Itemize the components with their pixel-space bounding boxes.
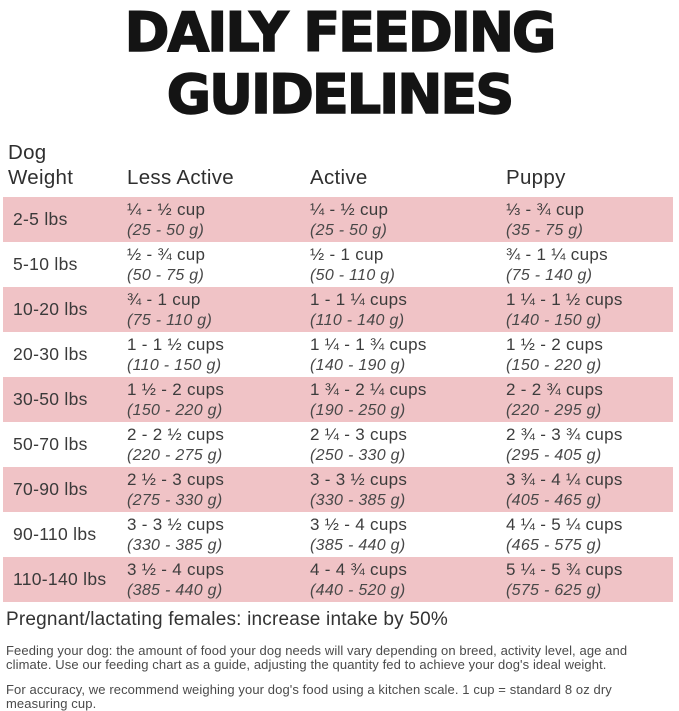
- grams-amount: (140 - 190 g): [310, 356, 406, 374]
- grams-amount: (75 - 140 g): [506, 266, 593, 284]
- table-header: [3, 138, 673, 197]
- header-dog: Dog: [8, 141, 47, 164]
- weight-cell: 30-50 lbs: [13, 389, 88, 409]
- footer: [0, 602, 679, 710]
- less-active-cell: [127, 559, 310, 601]
- grams-amount: (50 - 110 g): [310, 266, 396, 284]
- table-row-20-30-lbs: [3, 332, 673, 377]
- pregnant-lactating-note: Pregnant/lactating females: increase intake by 50%: [6, 609, 448, 630]
- grams-amount: (220 - 295 g): [506, 401, 602, 419]
- column-header-active: Active: [310, 166, 368, 189]
- cups-amount: 4 ¼ - 5 ¼ cups: [506, 514, 623, 534]
- page-title: [0, 0, 679, 126]
- cups-amount: 1 ½ - 2 cups: [127, 379, 225, 399]
- puppy-cell: [506, 289, 673, 331]
- table-row-30-50-lbs: [3, 377, 673, 422]
- less-active-cell: [127, 424, 310, 466]
- header-weight: Weight: [8, 166, 74, 189]
- cups-amount: 3 - 3 ½ cups: [127, 514, 225, 534]
- grams-amount: (75 - 110 g): [127, 311, 213, 329]
- cups-amount: 2 ¼ - 3 cups: [310, 424, 408, 444]
- cups-amount: ½ - 1 cup: [310, 244, 384, 264]
- cups-amount: ¼ - ½ cup: [127, 199, 206, 219]
- less-active-cell: [127, 514, 310, 556]
- grams-amount: (250 - 330 g): [310, 446, 406, 464]
- grams-amount: (140 - 150 g): [506, 311, 602, 329]
- weight-cell: 5-10 lbs: [13, 254, 78, 274]
- grams-amount: (440 - 520 g): [310, 581, 406, 599]
- cups-amount: 2 - 2 ¾ cups: [506, 379, 604, 399]
- puppy-cell: [506, 379, 673, 421]
- grams-amount: (35 - 75 g): [506, 221, 584, 239]
- active-cell: [310, 289, 506, 331]
- cups-amount: 5 ¼ - 5 ¾ cups: [506, 559, 623, 579]
- weight-cell: 70-90 lbs: [13, 479, 88, 499]
- grams-amount: (110 - 140 g): [310, 311, 405, 329]
- cups-amount: 3 ¾ - 4 ¼ cups: [506, 469, 623, 489]
- puppy-cell: [506, 514, 673, 556]
- cups-amount: 2 ½ - 3 cups: [127, 469, 225, 489]
- grams-amount: (150 - 220 g): [127, 401, 223, 419]
- grams-amount: (385 - 440 g): [310, 536, 406, 554]
- active-cell: [310, 424, 506, 466]
- active-cell: [310, 514, 506, 556]
- column-header-less-active: Less Active: [127, 166, 234, 189]
- grams-amount: (220 - 275 g): [127, 446, 223, 464]
- cups-amount: ¾ - 1 cup: [127, 289, 201, 309]
- active-cell: [310, 199, 506, 241]
- weight-cell: 2-5 lbs: [13, 209, 68, 229]
- less-active-cell: [127, 289, 310, 331]
- active-cell: [310, 379, 506, 421]
- cups-amount: ½ - ¾ cup: [127, 244, 206, 264]
- less-active-cell: [127, 199, 310, 241]
- column-header-puppy: Puppy: [506, 166, 566, 189]
- less-active-cell: [127, 334, 310, 376]
- puppy-cell: [506, 424, 673, 466]
- cups-amount: 1 - 1 ½ cups: [127, 334, 225, 354]
- table-row-10-20-lbs: [3, 287, 673, 332]
- cups-amount: 3 ½ - 4 cups: [310, 514, 408, 534]
- puppy-cell: [506, 199, 673, 241]
- puppy-cell: [506, 559, 673, 601]
- cups-amount: 2 - 2 ½ cups: [127, 424, 225, 444]
- less-active-cell: [127, 244, 310, 286]
- grams-amount: (50 - 75 g): [127, 266, 205, 284]
- cups-amount: ⅓ - ¾ cup: [506, 199, 585, 219]
- grams-amount: (110 - 150 g): [127, 356, 222, 374]
- weight-cell: 10-20 lbs: [13, 299, 88, 319]
- cups-amount: 3 ½ - 4 cups: [127, 559, 225, 579]
- cups-amount: 1 ¼ - 1 ¾ cups: [310, 334, 427, 354]
- page-title-line2: GUIDELINES: [166, 63, 513, 126]
- grams-amount: (405 - 465 g): [506, 491, 602, 509]
- active-cell: [310, 244, 506, 286]
- measuring-advice-paragraph: For accuracy, we recommend weighing your dog's food using a kitchen scale. 1 cup = standard 8 oz dry measuring cup.: [6, 682, 612, 711]
- page-title-line1: DAILY FEEDING: [124, 1, 555, 64]
- grams-amount: (150 - 220 g): [506, 356, 602, 374]
- cups-amount: ¾ - 1 ¼ cups: [506, 244, 608, 264]
- cups-amount: 1 ½ - 2 cups: [506, 334, 604, 354]
- weight-cell: 110-140 lbs: [13, 569, 107, 589]
- puppy-cell: [506, 334, 673, 376]
- active-cell: [310, 469, 506, 511]
- grams-amount: (385 - 440 g): [127, 581, 223, 599]
- cups-amount: 1 ¾ - 2 ¼ cups: [310, 379, 427, 399]
- table-row-110-140-lbs: [3, 557, 673, 602]
- table-row-2-5-lbs: [3, 197, 673, 242]
- feeding-table: [3, 197, 673, 602]
- weight-cell: 50-70 lbs: [13, 434, 88, 454]
- active-cell: [310, 559, 506, 601]
- puppy-cell: [506, 469, 673, 511]
- grams-amount: (330 - 385 g): [310, 491, 406, 509]
- weight-cell: 20-30 lbs: [13, 344, 88, 364]
- cups-amount: 1 - 1 ¼ cups: [310, 289, 408, 309]
- active-cell: [310, 334, 506, 376]
- grams-amount: (330 - 385 g): [127, 536, 223, 554]
- grams-amount: (465 - 575 g): [506, 536, 602, 554]
- grams-amount: (275 - 330 g): [127, 491, 223, 509]
- less-active-cell: [127, 469, 310, 511]
- table-row-90-110-lbs: [3, 512, 673, 557]
- weight-cell: 90-110 lbs: [13, 524, 97, 544]
- grams-amount: (575 - 625 g): [506, 581, 602, 599]
- cups-amount: 1 ¼ - 1 ½ cups: [506, 289, 623, 309]
- table-row-5-10-lbs: [3, 242, 673, 287]
- grams-amount: (295 - 405 g): [506, 446, 602, 464]
- cups-amount: 2 ¾ - 3 ¾ cups: [506, 424, 623, 444]
- grams-amount: (25 - 50 g): [127, 221, 205, 239]
- table-row-50-70-lbs: [3, 422, 673, 467]
- table-row-70-90-lbs: [3, 467, 673, 512]
- cups-amount: ¼ - ½ cup: [310, 199, 389, 219]
- grams-amount: (190 - 250 g): [310, 401, 406, 419]
- puppy-cell: [506, 244, 673, 286]
- grams-amount: (25 - 50 g): [310, 221, 388, 239]
- less-active-cell: [127, 379, 310, 421]
- feeding-advice-paragraph: Feeding your dog: the amount of food your dog needs will vary depending on breed, activity level, age and climate. Use our feeding chart as a guide, adjusting the quantity fed to achieve your dog's ideal weight.: [6, 643, 628, 672]
- cups-amount: 3 - 3 ½ cups: [310, 469, 408, 489]
- cups-amount: 4 - 4 ¾ cups: [310, 559, 408, 579]
- column-header-dog-weight: [8, 140, 127, 190]
